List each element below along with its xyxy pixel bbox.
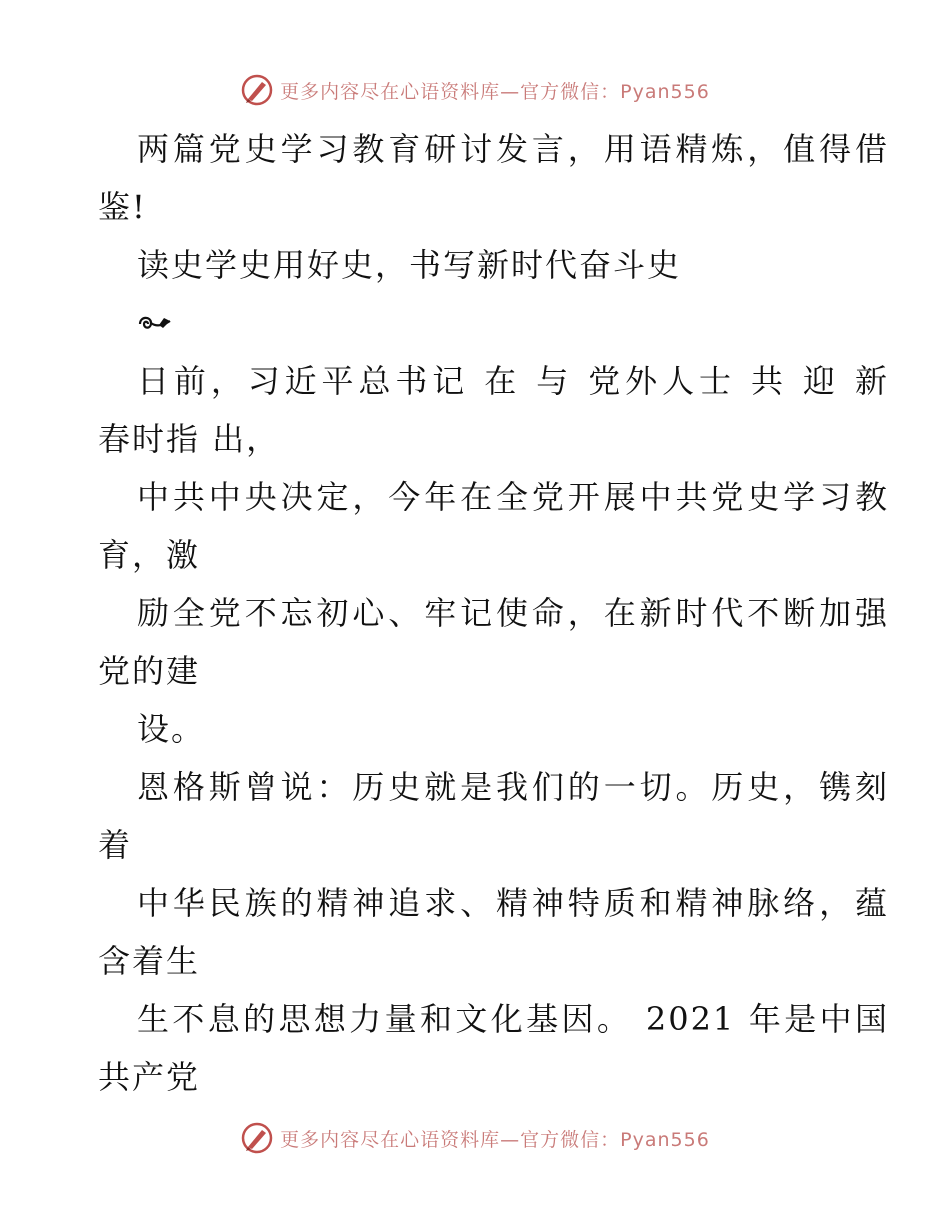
- text-line: 中华民族的精神追求、精神特质和精神脉络，蕴: [137, 884, 889, 922]
- document-body: [98, 120, 889, 1106]
- text-line: 设。: [137, 710, 206, 748]
- text-line: 含着生: [98, 942, 201, 980]
- watermark-text: 更多内容尽在心语资料库—官方微信：Pyan556: [280, 1128, 710, 1151]
- text-line: 恩格斯曾说：历史就是我们的一切。历史，镌刻: [137, 768, 889, 806]
- text-line: 生不息的思想力量和文化基因。 2021 年是中国: [137, 1000, 889, 1038]
- header-watermark: [0, 70, 950, 110]
- text-line: 育，激: [98, 536, 201, 574]
- footer-watermark: [0, 1118, 950, 1158]
- text-line: 两篇党史学习教育研讨发言，用语精炼，值得借: [137, 130, 889, 168]
- pen-logo-icon: [240, 73, 274, 107]
- text-line: 励全党不忘初心、牢记使命，在新时代不断加强: [137, 594, 889, 632]
- text-line: 共产党: [98, 1058, 201, 1096]
- text-line: 着: [98, 826, 133, 864]
- text-line: 春时指 出，: [98, 420, 281, 458]
- watermark-text: 更多内容尽在心语资料库—官方微信：Pyan556: [280, 80, 710, 103]
- text-line: 日前，习近平总书记 在 与 党外人士 共 迎 新: [137, 362, 889, 400]
- pen-logo-icon: [240, 1121, 274, 1155]
- text-line: 中共中央决定，今年在全党开展中共党史学习教: [137, 478, 889, 516]
- text-line: 读史学史用好史，书写新时代奋斗史: [137, 246, 682, 284]
- text-line: 鉴!: [98, 188, 147, 226]
- ornament-line: [98, 294, 858, 352]
- text-line: 党的建: [98, 652, 201, 690]
- swirl-ornament-icon: [137, 312, 173, 334]
